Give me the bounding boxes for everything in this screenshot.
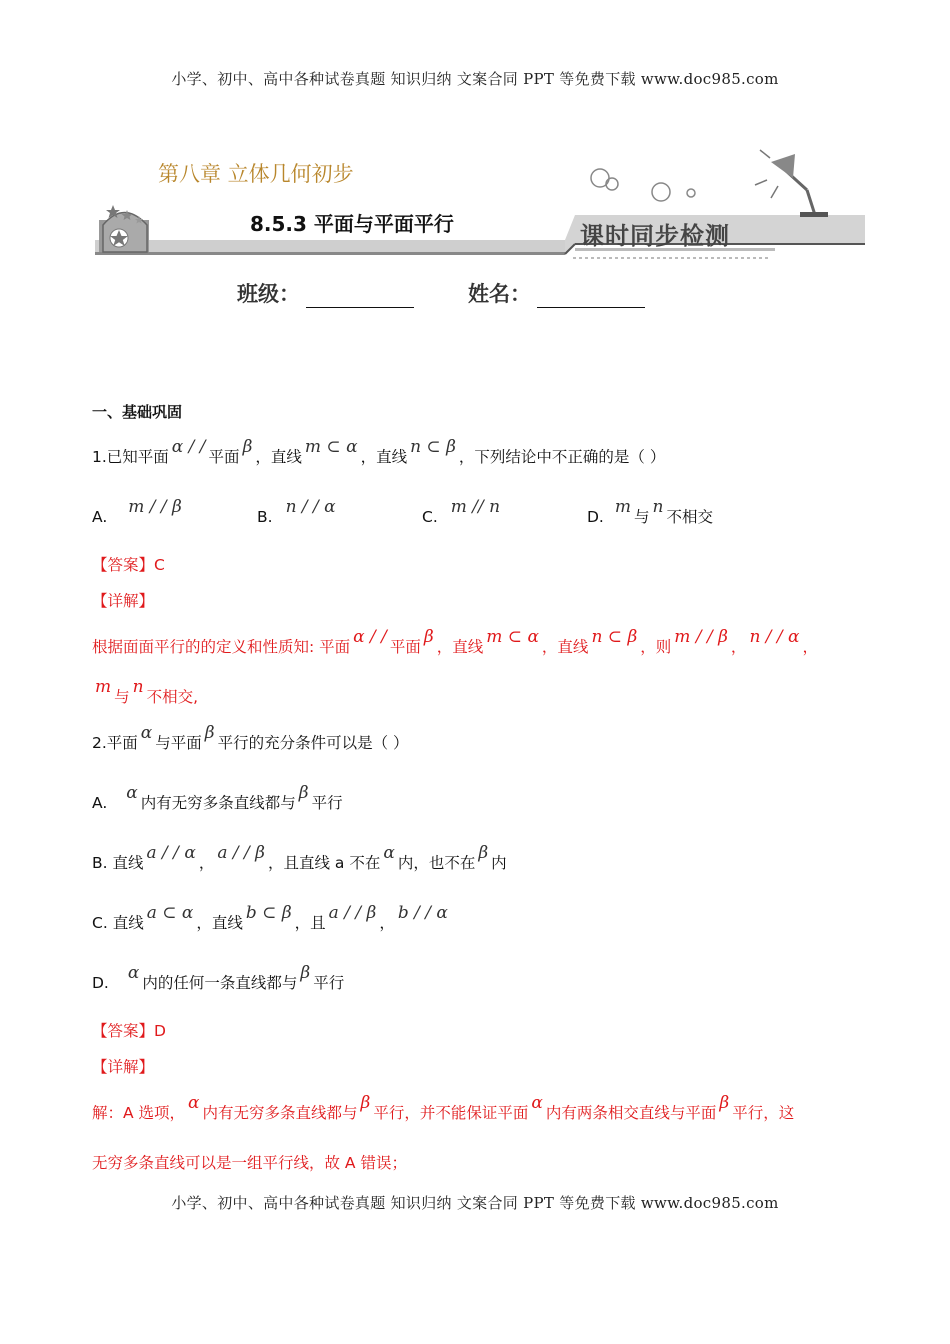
- lesson-tag: 课时同步检测: [580, 222, 730, 250]
- chapter-title: 第八章 立体几何初步: [158, 162, 354, 186]
- class-field[interactable]: [237, 278, 414, 308]
- star-emblem-icon: [99, 205, 149, 252]
- question-1-options: [92, 497, 852, 530]
- desk-lamp-icon: [755, 150, 828, 217]
- class-label: 班级：: [237, 282, 300, 306]
- q1-option-d[interactable]: D. m 与 n 不相交: [587, 497, 713, 526]
- q1-detail-line-2: m 与 n 不相交,: [95, 677, 199, 706]
- question-2: 2.平面 α 与平面 β 平行的充分条件可以是（ ）: [92, 723, 409, 752]
- q2-option-a[interactable]: A. α 内有无穷多条直线都与 β 平行: [92, 783, 343, 812]
- q1-detail-line-1: 根据面面平行的的定义和性质知: 平面 α / / 平面 β ，直线 m ⊂ α ，直线 n ⊂ β ，则 m / / β ， n / / α ，: [92, 627, 819, 656]
- watermark-top: 小学、初中、高中各种试卷真题 知识归纳 文案合同 PPT 等免费下载 www.doc985.com: [171, 70, 779, 88]
- q2-option-d[interactable]: D. α 内的任何一条直线都与 β 平行: [92, 963, 345, 992]
- watermark-bottom: 小学、初中、高中各种试卷真题 知识归纳 文案合同 PPT 等免费下载 www.doc985.com: [171, 1194, 779, 1212]
- q1-option-a[interactable]: A. m / / β: [92, 497, 182, 526]
- name-label: 姓名：: [468, 282, 531, 306]
- section-title: 8.5.3 平面与平面平行: [250, 212, 454, 236]
- q2-option-b[interactable]: B. 直线 a / / α ， a / / β ，且直线 a 不在 α 内，也不在 β 内: [92, 843, 507, 872]
- name-blank[interactable]: [537, 287, 645, 308]
- q2-detail-line-2: 无穷多条直线可以是一组平行线，故 A 错误；: [92, 1154, 407, 1172]
- q2-detail-tag: 【详解】: [92, 1058, 155, 1076]
- q1-answer: 【答案】C: [92, 556, 165, 574]
- q2-answer: 【答案】D: [92, 1022, 166, 1040]
- q1-option-c[interactable]: C. m // n: [422, 497, 501, 526]
- question-1: 1.已知平面 α / / 平面 β ，直线 m ⊂ α ，直线 n ⊂ β ，下列结论中不正确的是（ ）: [92, 437, 666, 466]
- q2-option-c[interactable]: C. 直线 a ⊂ α ，直线 b ⊂ β ，且 a / / β ， b / / α: [92, 903, 448, 932]
- class-blank[interactable]: [306, 287, 414, 308]
- section-heading: 一、基础巩固: [92, 403, 183, 421]
- name-field[interactable]: [468, 278, 645, 308]
- q1-detail-tag: 【详解】: [92, 592, 155, 610]
- q2-detail-line-1: 解：A 选项， α 内有无穷多条直线都与 β 平行，并不能保证平面 α 内有两条相交直线与平面 β 平行，这: [92, 1093, 795, 1122]
- q1-option-b[interactable]: B. n / / α: [257, 497, 336, 526]
